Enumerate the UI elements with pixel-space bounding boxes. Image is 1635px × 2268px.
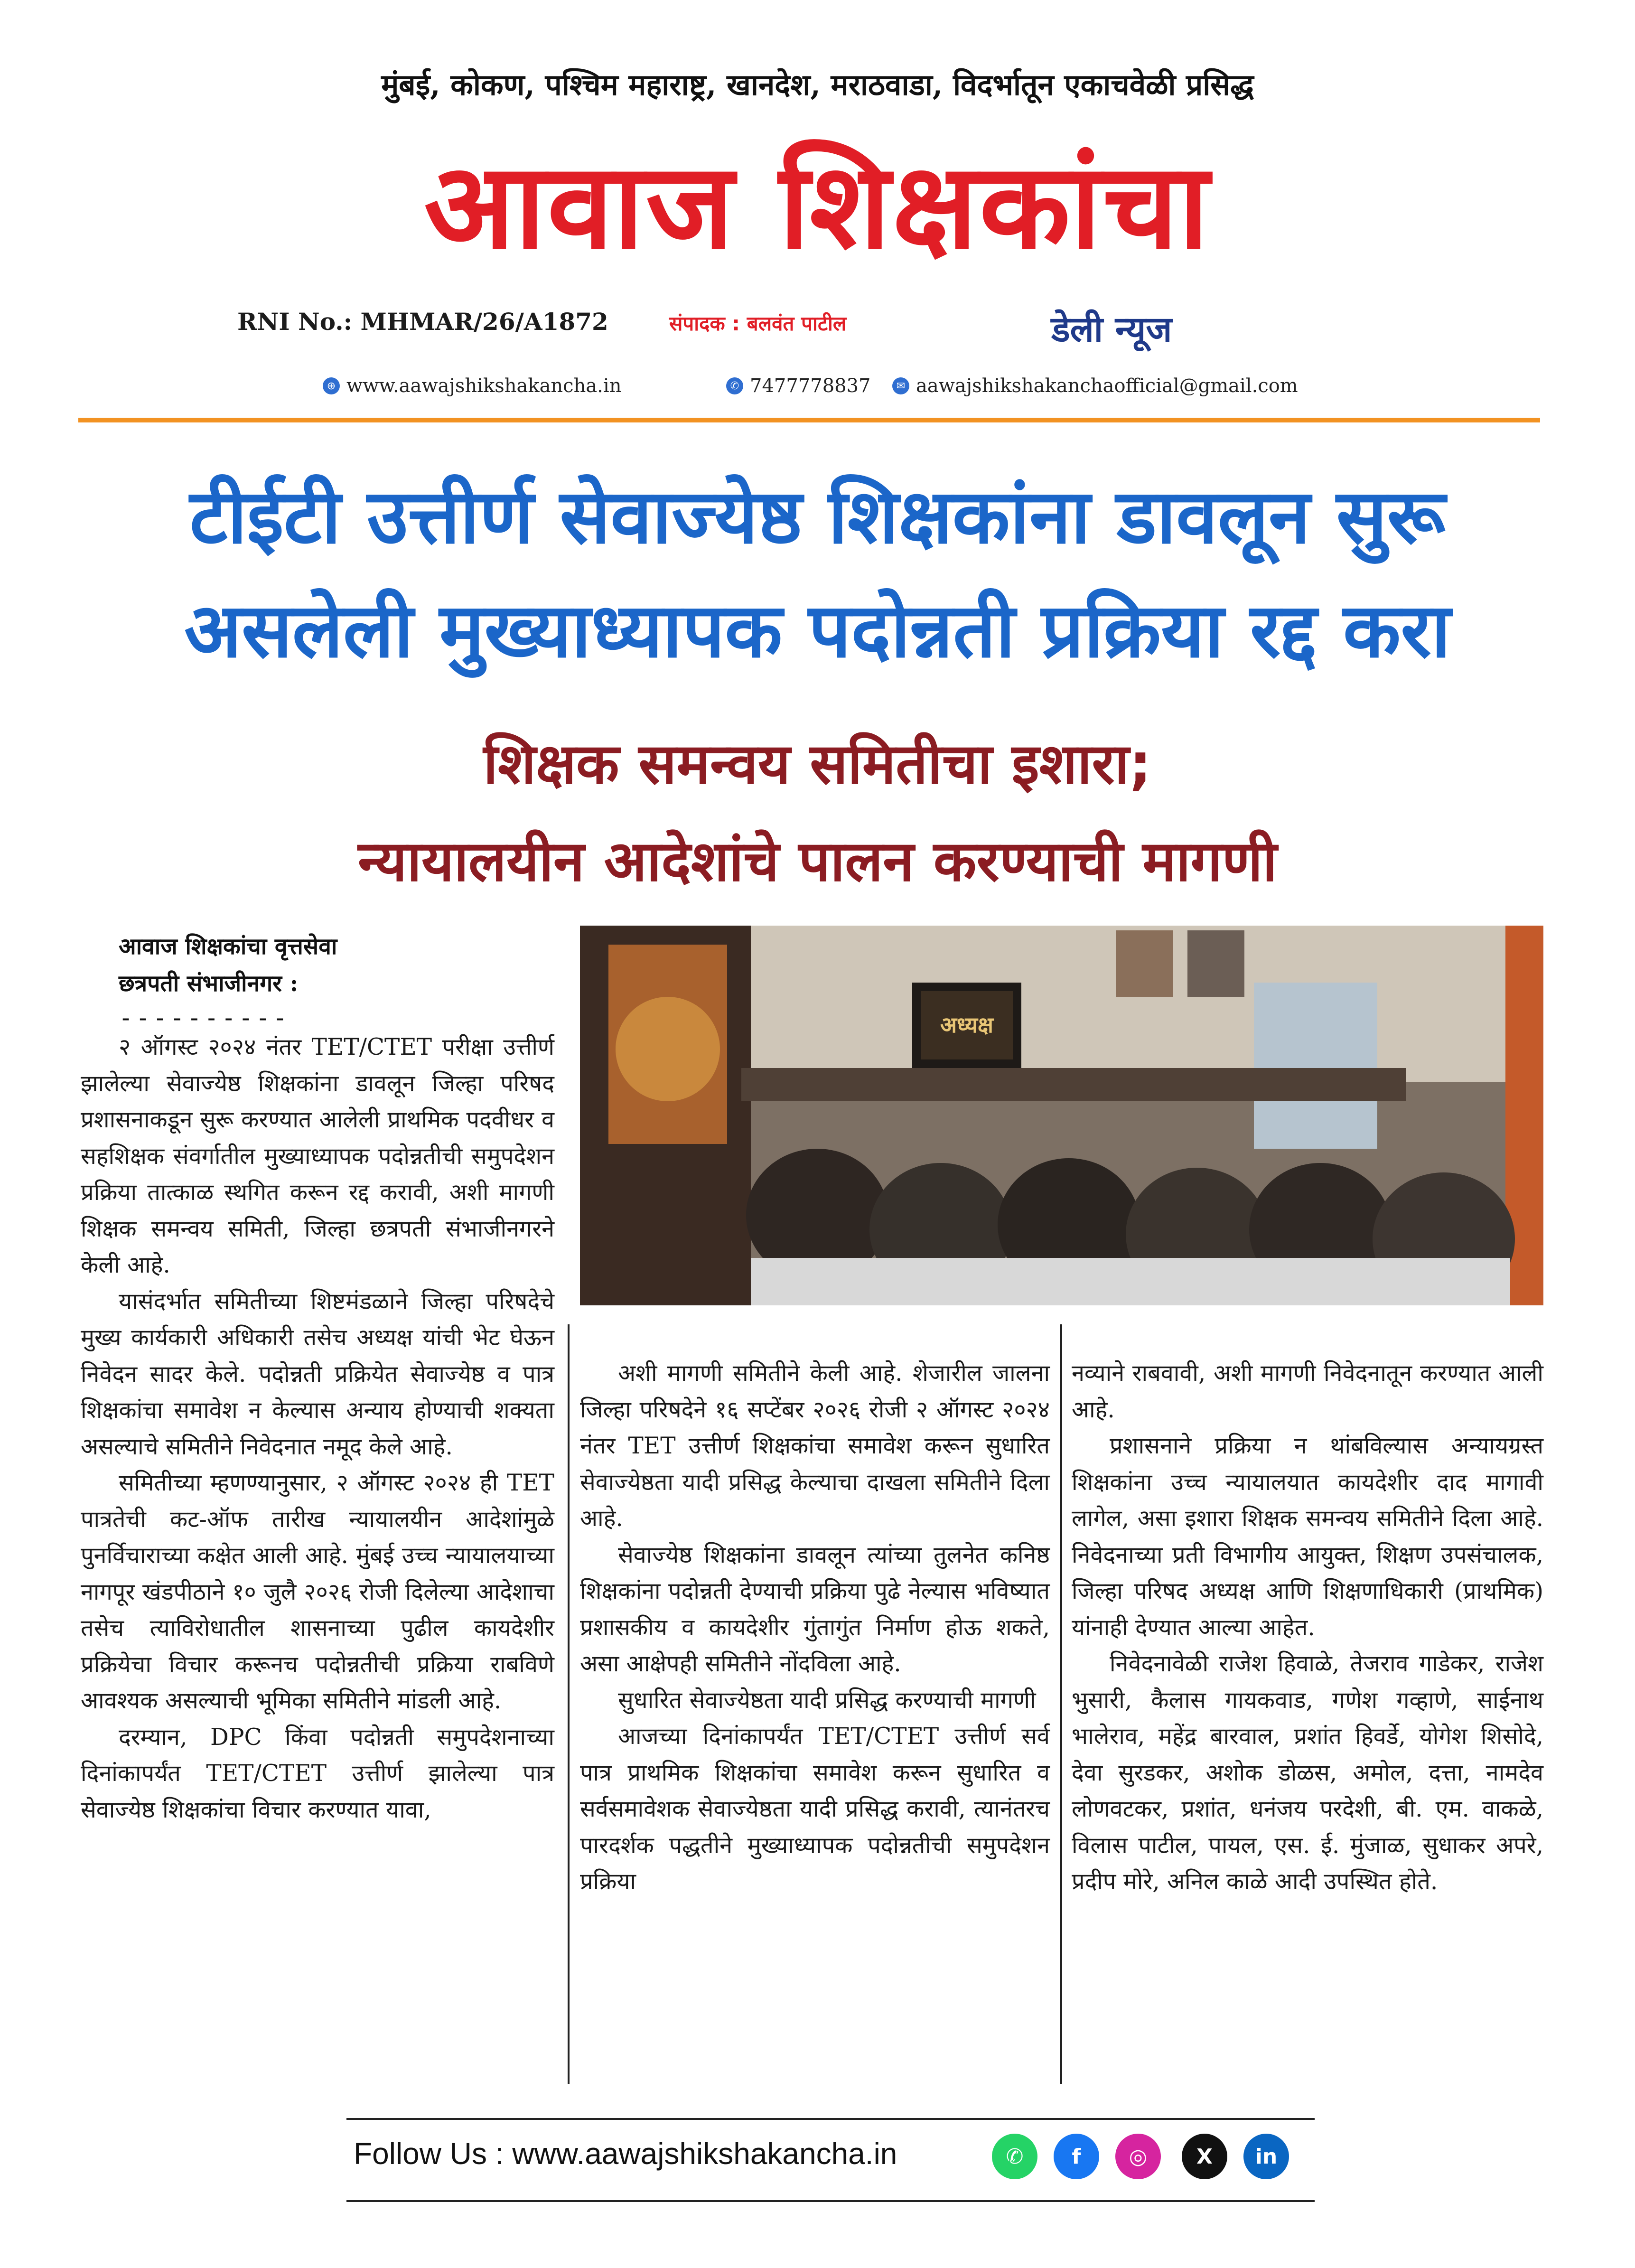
linkedin-icon[interactable]: in bbox=[1243, 2134, 1289, 2179]
article-paragraph: यासंदर्भात समितीच्या शिष्टमंडळाने जिल्हा परिषदेचे मुख्य कार्यकारी अधिकारी तसेच अध्यक्ष यांची भेट घेऊन निवेदन सादर केले. पदोन्नती प्रक्रियेत सेवाज्येष्ठ व पात्र शिक्षकांचा समावेश न केल्यास अन्याय होण्याची शक्यता असल्याचे समितीने निवेदनात नमूद केले आहे. bbox=[81, 1288, 554, 1460]
phone-icon: ✆ bbox=[726, 377, 743, 394]
article-column-3 bbox=[1072, 1355, 1543, 1900]
article-column-1 bbox=[81, 1029, 554, 1828]
article-paragraph: सेवाज्येष्ठ शिक्षकांना डावलून त्यांच्या तुलनेत कनिष्ठ शिक्षकांना पदोन्नती देण्याची प्रक्रिया पुढे नेल्यास भविष्यात प्रशासकीय व कायदेशीर गुंतागुंत निर्माण होऊ शकते, असा आक्षेपही समितीने नोंदविला आहे. bbox=[580, 1541, 1050, 1677]
article-paragraph: आजच्या दिनांकापर्यंत TET/CTET उत्तीर्ण सर्व पात्र प्राथमिक शिक्षकांचा समावेश करून सुधारित व सर्वसमावेशक सेवाज्येष्ठता यादी प्रसिद्ध करावी, त्यानंतरच पारदर्शक पद्धतीने मुख्याध्यापक पदोन्नतीची समुपदेशन प्रक्रिया bbox=[580, 1723, 1050, 1895]
article-paragraph: निवेदनावेळी राजेश हिवाळे, तेजराव गाडेकर, राजेश भुसारी, कैलास गायकवाड, गणेश गव्हाणे, साईनाथ भालेराव, महेंद्र बारवाल, प्रशांत हिवर्डे, योगेश शिसोदे, देवा सुरडकर, अशोक डोळस, अमोल, दत्ता, नामदेव लोणवटकर, प्रशांत, धनंजय परदेशी, बी. एम. वाकळे, विलास पाटील, पायल, एस. ई. मुंजाळ, सुधाकर अपरे, प्रदीप मोरे, अनिल काळे आदी उपस्थित होते. bbox=[1072, 1650, 1543, 1895]
column-divider bbox=[1060, 1324, 1062, 2084]
byline-separator: ---------- bbox=[119, 1004, 290, 1031]
facebook-icon[interactable]: f bbox=[1054, 2134, 1099, 2179]
article-subheading: सुधारित सेवाज्येष्ठता यादी प्रसिद्ध करण्याची मागणी bbox=[618, 1687, 1036, 1714]
email-icon: ✉ bbox=[892, 377, 909, 394]
subhead-line-2: न्यायालयीन आदेशांचे पालन करण्याची मागणी bbox=[358, 828, 1277, 894]
rni-number: RNI No.: MHMAR/26/A1872 bbox=[237, 308, 608, 336]
x-icon[interactable]: X bbox=[1182, 2134, 1227, 2179]
globe-icon: ⊕ bbox=[323, 377, 340, 394]
article-paragraph: नव्याने राबवावी, अशी मागणी निवेदनातून करण्यात आली आहे. bbox=[1072, 1360, 1543, 1423]
editor-name: संपादक : बलवंत पाटील bbox=[669, 312, 847, 335]
footer-follow-text[interactable]: Follow Us : www.aawajshikshakancha.in bbox=[354, 2137, 897, 2171]
footer-bottom-rule bbox=[346, 2200, 1315, 2202]
meeting-photo-illustration bbox=[580, 926, 1543, 1305]
subhead-line-1: शिक्षक समन्वय समितीचा इशारा; bbox=[483, 731, 1152, 797]
daily-news-label: डेली न्यूज bbox=[1051, 309, 1172, 350]
masthead-regions: मुंबई, कोकण, पश्चिम महाराष्ट्र, खानदेश, मराठवाडा, विदर्भातून एकाचवेळी प्रसिद्ध bbox=[381, 67, 1254, 102]
instagram-icon[interactable]: ◎ bbox=[1115, 2134, 1161, 2179]
article-paragraph: अशी मागणी समितीने केली आहे. शेजारील जालना जिल्हा परिषदेने १६ सप्टेंबर २०२६ रोजी २ ऑगस्ट २०२४ नंतर TET उत्तीर्ण शिक्षकांचा समावेश करून सुधारित सेवाज्येष्ठता यादी प्रसिद्ध केल्याचा दाखला समितीने दिला आहे. bbox=[580, 1360, 1050, 1532]
article-paragraph: प्रशासनाने प्रक्रिया न थांबविल्यास अन्यायग्रस्त शिक्षकांना उच्च न्यायालयात कायदेशीर दाद मागावी लागेल, असा इशारा शिक्षक समन्वय समितीने दिला आहे. निवेदनाच्या प्रती विभागीय आयुक्त, शिक्षण उपसंचालक, जिल्हा परिषद अध्यक्ष आणि शिक्षणाधिकारी (प्राथमिक) यांनाही देण्यात आल्या आहेत. bbox=[1072, 1433, 1543, 1641]
byline-source: आवाज शिक्षकांचा वृत्तसेवा bbox=[119, 933, 337, 960]
website-text[interactable]: www.aawajshikshakancha.in bbox=[346, 375, 622, 397]
meeting-photo bbox=[580, 926, 1543, 1305]
photo-office-sign: अध्यक्ष bbox=[940, 1012, 994, 1038]
byline-place: छत्रपती संभाजीनगर : bbox=[119, 970, 299, 997]
whatsapp-icon[interactable]: ✆ bbox=[992, 2134, 1037, 2179]
headline-line-2: असलेली मुख्याध्यापक पदोन्नती प्रक्रिया रद्द करा bbox=[184, 587, 1451, 675]
phone-text[interactable]: 7477778837 bbox=[750, 375, 871, 397]
article-paragraph: २ ऑगस्ट २०२४ नंतर TET/CTET परीक्षा उत्तीर्ण झालेल्या सेवाज्येष्ठ शिक्षकांना डावलून जिल्हा परिषद प्रशासनाकडून सुरू करण्यात आलेली प्राथमिक पदवीधर व सहशिक्षक संवर्गातील मुख्याध्यापक पदोन्नतीची समुपदेशन प्रक्रिया तात्काळ स्थगित करून रद्द करावी, अशी मागणी शिक्षक समन्वय समिती, जिल्हा छत्रपती संभाजीनगरने केली आहे. bbox=[81, 1034, 554, 1278]
article-paragraph: दरम्यान, DPC किंवा पदोन्नती समुपदेशनाच्या दिनांकापर्यंत TET/CTET उत्तीर्ण झालेल्या पात्र सेवाज्येष्ठ शिक्षकांचा विचार करण्यात यावा, bbox=[81, 1724, 554, 1823]
column-divider bbox=[568, 1324, 570, 2084]
email-contact[interactable] bbox=[892, 375, 1298, 397]
footer-top-rule bbox=[346, 2118, 1315, 2120]
article-column-2 bbox=[580, 1355, 1050, 1900]
website-contact[interactable] bbox=[323, 375, 621, 397]
phone-contact[interactable] bbox=[726, 375, 871, 397]
header-divider bbox=[78, 418, 1540, 422]
article-paragraph: समितीच्या म्हणण्यानुसार, २ ऑगस्ट २०२४ ही TET पात्रतेची कट-ऑफ तारीख न्यायालयीन आदेशांमुळे पुनर्विचाराच्या कक्षेत आली आहे. मुंबई उच्च न्यायालयाच्या नागपूर खंडपीठाने १० जुलै २०२६ रोजी दिलेल्या आदेशाचा तसेच त्याविरोधातील शासनाच्या पुढील कायदेशीर प्रक्रियेचा विचार करूनच पदोन्नतीची प्रक्रिया राबविणे आवश्यक असल्याची भूमिका समितीने मांडली आहे. bbox=[81, 1470, 554, 1714]
email-text[interactable]: aawajshikshakanchaofficial@gmail.com bbox=[916, 375, 1298, 397]
headline-line-1: टीईटी उत्तीर्ण सेवाज्येष्ठ शिक्षकांना डावलून सुरू bbox=[189, 473, 1446, 561]
masthead-title: आवाज शिक्षकांचा bbox=[424, 137, 1211, 275]
